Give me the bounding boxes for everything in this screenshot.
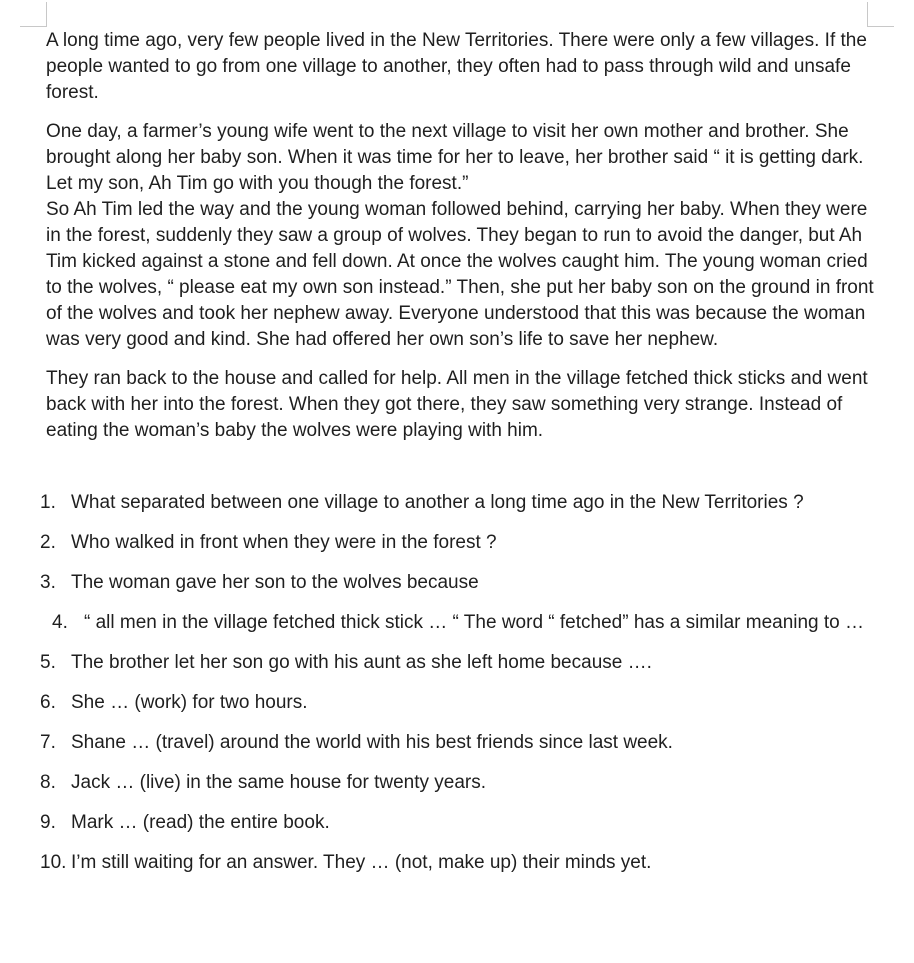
question-item-10 [40,850,880,876]
story-paragraph-3: So Ah Tim led the way and the young woman followed behind, carrying her baby. When they were in the forest, suddenly they saw a group of wolves. They began to run to avoid the danger, but Ah Tim kicked against a stone and fell down. At once the wolves caught him. The young woman cried to the wolves, “ please eat my own son instead.” Then, she put her baby son on the ground in front of the wolves and took her nephew away. Everyone understood that this was because the woman was very good and kind. She had offered her own son’s life to save her nephew. [46,199,874,350]
question-text: Jack … (live) in the same house for twenty years. [71,772,486,793]
story-text [46,28,874,457]
question-number: 5. [40,652,56,673]
question-text: Who walked in front when they were in the forest ? [71,532,497,553]
question-number: 9. [40,812,56,833]
question-item-8 [40,770,880,796]
question-number: 7. [40,732,56,753]
question-text: I’m still waiting for an answer. They … (not, make up) their minds yet. [71,852,652,873]
question-number: 1. [40,492,56,513]
question-item-2 [40,530,880,556]
question-item-9 [40,810,880,836]
question-text: Shane … (travel) around the world with his best friends since last week. [71,732,673,753]
question-number: 6. [40,692,56,713]
question-item-3 [40,570,880,596]
question-number: 8. [40,772,56,793]
question-item-1 [40,490,880,516]
question-number: 3. [40,572,56,593]
question-text: “ all men in the village fetched thick stick … “ The word “ fetched” has a similar meaning to … [84,612,865,633]
question-text: What separated between one village to another a long time ago in the New Territories ? [71,492,804,513]
question-number: 10. [40,852,67,873]
question-item-4 [40,610,880,636]
question-text: The woman gave her son to the wolves because [71,572,479,593]
story-paragraph-2: One day, a farmer’s young wife went to the next village to visit her own mother and brother. She brought along her baby son. When it was time for her to leave, her brother said “ it is getting dark. Let my son, Ah Tim go with you though the forest.” [46,121,864,194]
question-number: 4. [52,612,68,633]
question-number: 2. [40,532,56,553]
story-paragraph-1: A long time ago, very few people lived in the New Territories. There were only a few villages. If the people wanted to go from one village to another, they often had to pass through wild and unsafe forest. [46,30,867,103]
crop-mark-top-left [20,2,47,27]
question-text: Mark … (read) the entire book. [71,812,330,833]
question-text: The brother let her son go with his aunt as she left home because …. [71,652,652,673]
question-text: She … (work) for two hours. [71,692,308,713]
story-paragraph-4: They ran back to the house and called for help. All men in the village fetched thick sticks and went back with her into the forest. When they got there, they saw something very strange. Instead of eating the woman’s baby the wolves were playing with him. [46,368,868,441]
question-list [40,490,880,890]
crop-mark-top-right [867,2,894,27]
question-item-7 [40,730,880,756]
question-item-6 [40,690,880,716]
question-item-5 [40,650,880,676]
